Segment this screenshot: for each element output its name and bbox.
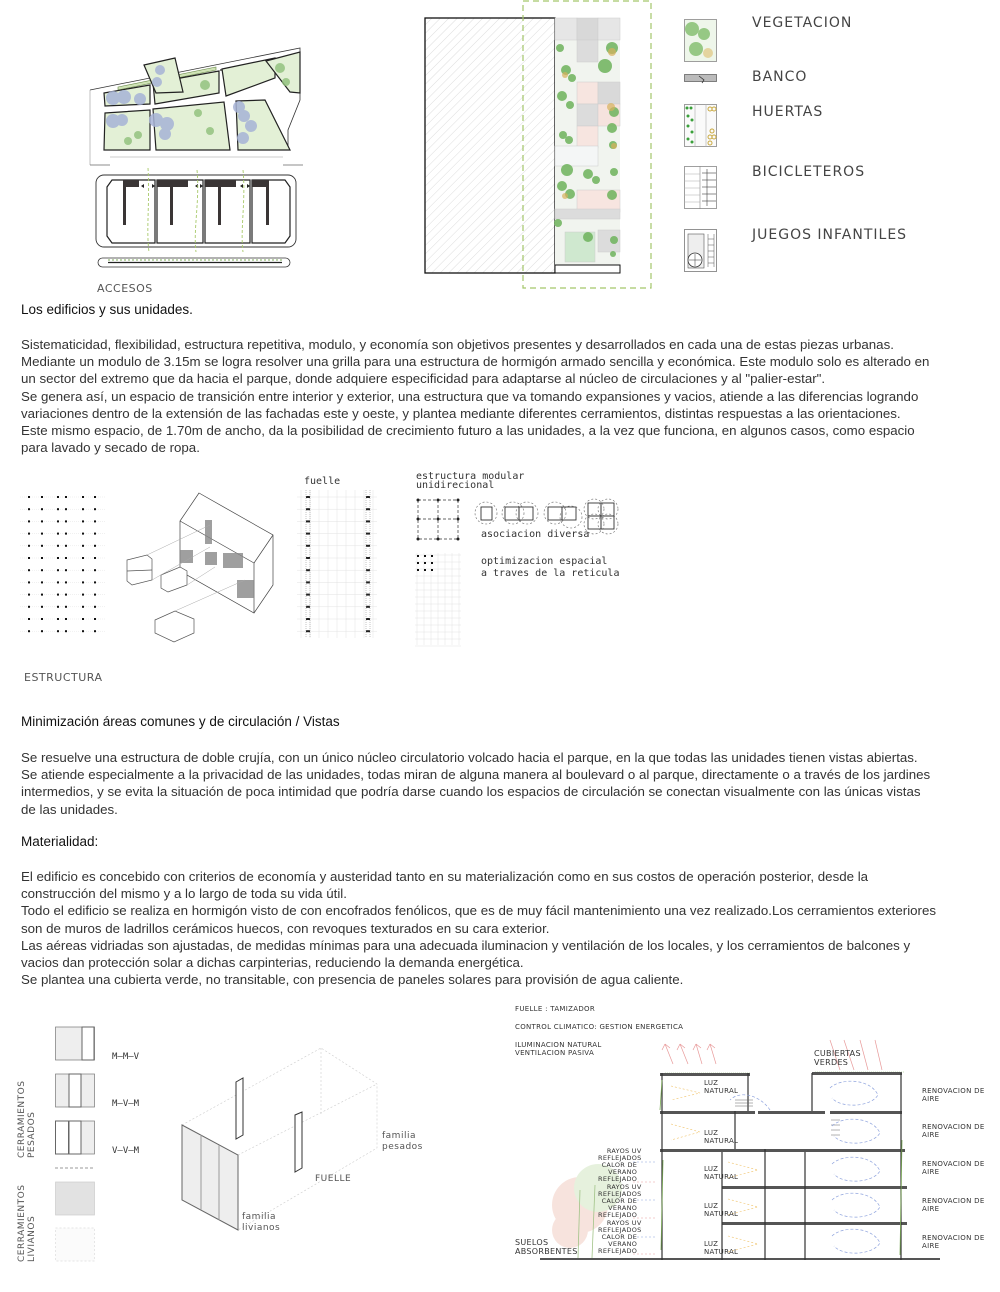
fuelle-column — [306, 545, 310, 547]
grid-dot — [431, 562, 433, 564]
luz-natural-label-line1: LUZ — [704, 1240, 719, 1248]
column-dot — [41, 520, 43, 522]
luz-natural-label-line2: NATURAL — [704, 1137, 739, 1145]
text-line: para lavado y secado de ropa. — [21, 440, 200, 456]
heavy-label-line1: CERRAMIENTOS — [17, 1080, 27, 1158]
soils-line1: SUELOS — [515, 1238, 549, 1247]
air-renovation-label — [922, 1234, 985, 1250]
green-roofs-label — [814, 1049, 861, 1067]
optimization-label — [481, 556, 619, 580]
text-line: construcción del mismo y a lo largo de toda su vida útil. — [21, 886, 347, 902]
section-body-circulation — [21, 749, 930, 818]
optimization-line2: a traves de la reticula — [481, 568, 620, 579]
column-dot — [82, 581, 84, 583]
summer-heat-label-line3: REFLEJADO — [598, 1175, 638, 1183]
column-dot — [41, 569, 43, 571]
column-dot — [28, 496, 30, 498]
luz-natural-label — [704, 1240, 738, 1256]
fuelle-column — [306, 533, 310, 535]
column-dot — [41, 557, 43, 559]
luz-natural-label-line2: NATURAL — [704, 1248, 739, 1256]
column-dot — [82, 630, 84, 632]
uv-reflected-label-line2: REFLEJADOS — [598, 1226, 642, 1234]
fuelle-column — [366, 569, 370, 571]
column-dot — [82, 594, 84, 596]
luz-natural-label-line2: NATURAL — [704, 1210, 739, 1218]
summer-heat-label-line2: VERANO — [608, 1168, 638, 1176]
column-dot — [82, 508, 84, 510]
fuelle-grid-drawing — [297, 490, 377, 640]
column-dot — [82, 533, 84, 535]
column-dot — [28, 618, 30, 620]
grid-dot — [424, 562, 426, 564]
fuelle-column — [366, 508, 370, 510]
association-label: asociacion diversa — [481, 529, 590, 540]
optimization-grid-drawing — [415, 553, 465, 648]
legend-juegos-infantiles: JUEGOS INFANTILES — [752, 227, 908, 243]
column-dot — [65, 508, 67, 510]
fuelle-column — [366, 533, 370, 535]
column-dot — [94, 533, 96, 535]
luz-natural-label-line2: NATURAL — [704, 1173, 739, 1181]
column-dot — [41, 508, 43, 510]
column-dot — [65, 533, 67, 535]
column-dot — [65, 545, 67, 547]
fuelle-label: fuelle — [304, 476, 341, 487]
grid-dot — [424, 569, 426, 571]
estructura-caption: ESTRUCTURA — [24, 671, 103, 684]
legend-huertas: HUERTAS — [752, 104, 824, 120]
column-dot — [65, 618, 67, 620]
column-dot — [65, 630, 67, 632]
fuelle-column — [306, 594, 310, 596]
column-dot — [41, 594, 43, 596]
absorbent-soils-label — [515, 1238, 578, 1256]
text-line: variaciones dentro de la extensión de las fachadas este y oeste, y plantea mediante diferentes cerramientos, distintas respuestas a las orientaciones. — [21, 405, 901, 421]
vegetation-icon — [684, 19, 717, 62]
uv-reflected-label-line1: RAYOS UV — [606, 1183, 642, 1191]
column-dot — [82, 606, 84, 608]
column-dot — [28, 508, 30, 510]
luz-natural-label — [704, 1165, 738, 1181]
fuelle-column — [306, 581, 310, 583]
column-dot — [57, 496, 59, 498]
column-dot — [94, 496, 96, 498]
fuelle-column — [366, 594, 370, 596]
column-dot — [41, 533, 43, 535]
luz-natural-label-line1: LUZ — [704, 1165, 719, 1173]
section-body-materiality — [21, 868, 936, 988]
fuelle-column — [366, 606, 370, 608]
summer-heat-label-line3: REFLEJADO — [598, 1211, 638, 1219]
light-label-line2: LIVIANOS — [27, 1215, 37, 1262]
column-dot — [57, 594, 59, 596]
soils-line2: ABSORBENTES — [515, 1247, 578, 1256]
column-dot — [57, 508, 59, 510]
summer-heat-label — [598, 1162, 637, 1183]
text-line: Se genera así, un espacio de transición entre interior y exterior, una estructura que va tomando expansiones y vacios, atiende a las diferencias logrando — [21, 388, 919, 404]
luz-natural-label-line1: LUZ — [704, 1129, 719, 1137]
fuelle-enclosure-label: FUELLE — [315, 1174, 352, 1184]
column-dot — [94, 520, 96, 522]
column-dot — [28, 594, 30, 596]
column-grid-drawing — [20, 490, 110, 640]
column-dot — [57, 557, 59, 559]
column-dot — [41, 618, 43, 620]
summer-heat-label-line2: VERANO — [608, 1240, 638, 1248]
fuelle-column — [366, 557, 370, 559]
column-dot — [28, 557, 30, 559]
grid-dot — [424, 555, 426, 557]
column-dot — [65, 594, 67, 596]
column-dot — [28, 606, 30, 608]
text-line: vacios dan protección solar a dichas carpinterias, reduciendo la demanda energética. — [21, 954, 524, 970]
legend-banco: BANCO — [752, 69, 808, 85]
fuelle-column — [306, 557, 310, 559]
air-renovation-label — [922, 1123, 985, 1139]
fuelle-column — [366, 618, 370, 620]
column-dot — [82, 545, 84, 547]
column-dot — [41, 630, 43, 632]
text-line: El edificio es concebido con criterios de economía y austeridad tanto en su materialización como en sus costos de operación posterior, desde la — [21, 869, 869, 884]
modular-title-line2: unidirecional — [416, 480, 495, 491]
column-dot — [41, 545, 43, 547]
playground-icon — [684, 229, 717, 272]
column-dot — [57, 581, 59, 583]
column-dot — [28, 545, 30, 547]
text-line: Este mismo espacio, de 1.70m de ancho, da la posibilidad de crecimiento futuro a las unidades, a la vez que funciona, en algunos casos, como espacio — [21, 422, 915, 438]
uv-reflected-label — [598, 1148, 642, 1162]
column-dot — [28, 569, 30, 571]
familia-pesados-line1: familia — [382, 1131, 416, 1141]
familia-livianos-line1: familia — [242, 1212, 276, 1222]
column-dot — [82, 557, 84, 559]
air-renovation-label-line1: RENOVACION DE — [922, 1160, 985, 1168]
fuelle-column — [366, 520, 370, 522]
column-dot — [94, 618, 96, 620]
text-line: Se atiende especialmente a la privacidad de las unidades, todas miran de alguna manera al boulevard o al parque, directamente o a través de los jardines — [21, 767, 931, 783]
fuelle-column — [366, 496, 370, 498]
type-mvm: M–V–M — [112, 1099, 140, 1109]
text-line: un sector del extremo que da hacia el parque, donde adquiere especificidad para adaptarse al núcleo de circulaciones y al "palier-estar". — [21, 371, 826, 387]
column-dot — [28, 520, 30, 522]
column-dot — [57, 630, 59, 632]
air-renovation-label-line1: RENOVACION DE — [922, 1234, 985, 1242]
green-roofs-line1: CUBIERTAS — [814, 1049, 861, 1058]
air-renovation-label-line2: AIRE — [922, 1168, 940, 1176]
luz-natural-label-line1: LUZ — [704, 1079, 719, 1087]
fuelle-column — [306, 496, 310, 498]
section-heading-buildings: Los edificios y sus unidades. — [21, 302, 193, 317]
uv-reflected-label — [598, 1220, 642, 1234]
text-line: Mediante un modulo de 3.15m se logra resolver una grilla para una estructura de hormigón armado sencilla y económica. Este modulo solo es alterado en — [21, 354, 930, 370]
type-mmv: M–M–V — [112, 1052, 140, 1062]
grid-dot — [417, 569, 419, 571]
column-dot — [94, 630, 96, 632]
legend-vegetacion: VEGETACION — [752, 15, 853, 31]
green-roofs-line2: VERDES — [814, 1058, 849, 1067]
fuelle-column — [306, 618, 310, 620]
fuelle-column — [366, 630, 370, 632]
air-renovation-label — [922, 1087, 985, 1103]
uv-reflected-label-line1: RAYOS UV — [606, 1147, 642, 1155]
column-dot — [94, 606, 96, 608]
column-dot — [94, 594, 96, 596]
summer-heat-label-line1: CALOR DE — [601, 1197, 638, 1205]
column-dot — [41, 496, 43, 498]
column-dot — [94, 557, 96, 559]
summer-heat-label — [598, 1234, 637, 1255]
note-fuelle: FUELLE : TAMIZADOR — [515, 1005, 595, 1013]
column-dot — [65, 606, 67, 608]
bike-rack-icon — [684, 166, 717, 209]
grid-dot — [431, 555, 433, 557]
column-dot — [28, 630, 30, 632]
heavy-label-line2: PESADOS — [27, 1111, 37, 1158]
text-line: de las unidades. — [21, 801, 118, 817]
column-dot — [41, 606, 43, 608]
luz-natural-label — [704, 1129, 738, 1145]
type-vvm: V–V–M — [112, 1146, 140, 1156]
column-dot — [94, 569, 96, 571]
text-line: Todo el edificio se realiza en hormigón visto de con encofrados fenólicos, que es de muy fácil mantenimiento una vez realizado.Los cerramientos exteriores — [21, 903, 937, 919]
enclosure-panels — [55, 1025, 105, 1265]
note-climate-control: CONTROL CLIMATICO: GESTION ENERGETICA — [515, 1023, 684, 1031]
luz-natural-label — [704, 1079, 738, 1095]
garden-icon — [684, 104, 717, 147]
column-dot — [65, 520, 67, 522]
air-renovation-label — [922, 1197, 985, 1213]
light-label-line1: CERRAMIENTOS — [17, 1184, 27, 1262]
summer-heat-label-line2: VERANO — [608, 1204, 638, 1212]
column-dot — [57, 545, 59, 547]
familia-livianos-label — [242, 1212, 280, 1234]
text-line: Sistematicidad, flexibilidad, estructura repetitiva, modulo, y economía son objetivos presentes y desarrollados en cada una de estas piezas urbanas. — [21, 337, 894, 352]
column-dot — [94, 545, 96, 547]
air-renovation-label-line2: AIRE — [922, 1095, 940, 1103]
column-dot — [65, 496, 67, 498]
familia-livianos-line2: livianos — [242, 1223, 281, 1233]
modular-title-line1: estructura modular — [416, 471, 525, 482]
air-renovation-label — [922, 1160, 985, 1176]
column-dot — [65, 557, 67, 559]
section-heading-circulation: Minimización áreas comunes y de circulación / Vistas — [21, 714, 340, 729]
grid-dot — [431, 569, 433, 571]
air-renovation-label-line1: RENOVACION DE — [922, 1087, 985, 1095]
column-dot — [82, 496, 84, 498]
note-ventilation: VENTILACION PASIVA — [515, 1049, 595, 1057]
luz-natural-label — [704, 1202, 738, 1218]
column-dot — [57, 606, 59, 608]
park-plan-drawing — [0, 0, 1000, 300]
column-dot — [65, 569, 67, 571]
modular-title — [416, 472, 524, 490]
accesos-caption: ACCESOS — [97, 282, 153, 295]
column-dot — [82, 618, 84, 620]
column-dot — [82, 520, 84, 522]
column-dot — [94, 508, 96, 510]
summer-heat-label — [598, 1198, 637, 1219]
uv-reflected-label-line1: RAYOS UV — [606, 1219, 642, 1227]
text-line: Se resuelve una estructura de doble crujía, con un único núcleo circulatorio volcado hacia el parque, en la que todas las unidades tienen vistas abiertas. — [21, 750, 918, 765]
fuelle-column — [306, 508, 310, 510]
luz-natural-label-line2: NATURAL — [704, 1087, 739, 1095]
column-dot — [41, 581, 43, 583]
familia-pesados-label — [382, 1131, 423, 1153]
column-dot — [57, 520, 59, 522]
grid-dot — [417, 555, 419, 557]
summer-heat-label-line3: REFLEJADO — [598, 1247, 638, 1255]
fuelle-column — [306, 630, 310, 632]
section-heading-materiality: Materialidad: — [21, 834, 99, 849]
modular-grid-icon — [415, 497, 465, 541]
bench-icon — [684, 74, 717, 84]
fuelle-column — [306, 520, 310, 522]
grid-dot — [417, 562, 419, 564]
legend-bicicleteros: BICICLETEROS — [752, 164, 866, 180]
column-dot — [65, 581, 67, 583]
optimization-line1: optimizacion espacial — [481, 556, 608, 567]
text-line: Se plantea una cubierta verde, no transitable, con presencia de paneles solares para provisión de agua caliente. — [21, 972, 684, 988]
axonometric-drawing — [125, 485, 285, 635]
familia-pesados-line2: pesados — [382, 1142, 423, 1152]
uv-reflected-label — [598, 1184, 642, 1198]
text-line: Las aéreas vidriadas son ajustadas, de medidas mínimas para una adecuada iluminacion y ventilación de los locales, y los cerramientos de balcones y — [21, 937, 911, 953]
air-renovation-label-line1: RENOVACION DE — [922, 1197, 985, 1205]
note-light: ILUMINACION NATURAL — [515, 1041, 602, 1049]
air-renovation-label-line1: RENOVACION DE — [922, 1123, 985, 1131]
fuelle-column — [306, 569, 310, 571]
uv-reflected-label-line2: REFLEJADOS — [598, 1154, 642, 1162]
text-line: son de muros de ladrillos cerámicos huecos, con revoques texturados en su cara exterior. — [21, 920, 550, 936]
column-dot — [94, 581, 96, 583]
column-dot — [57, 618, 59, 620]
summer-heat-label-line1: CALOR DE — [601, 1161, 638, 1169]
summer-heat-label-line1: CALOR DE — [601, 1233, 638, 1241]
heavy-enclosures-label — [17, 1081, 37, 1158]
air-renovation-label-line2: AIRE — [922, 1131, 940, 1139]
column-dot — [28, 533, 30, 535]
section-body-buildings — [21, 336, 929, 456]
air-renovation-label-line2: AIRE — [922, 1205, 940, 1213]
air-renovation-label-line2: AIRE — [922, 1242, 940, 1250]
fuelle-column — [366, 581, 370, 583]
light-enclosures-label — [17, 1185, 37, 1262]
column-dot — [57, 569, 59, 571]
column-dot — [57, 533, 59, 535]
fuelle-column — [366, 545, 370, 547]
luz-natural-label-line1: LUZ — [704, 1202, 719, 1210]
uv-reflected-label-line2: REFLEJADOS — [598, 1190, 642, 1198]
text-line: intermedios, y se evita la situación de poca intimidad que podría darse cuando los espacios de circulación se conectan visualmente con las únicas vistas — [21, 784, 921, 800]
column-dot — [82, 569, 84, 571]
fuelle-column — [306, 606, 310, 608]
column-dot — [28, 581, 30, 583]
